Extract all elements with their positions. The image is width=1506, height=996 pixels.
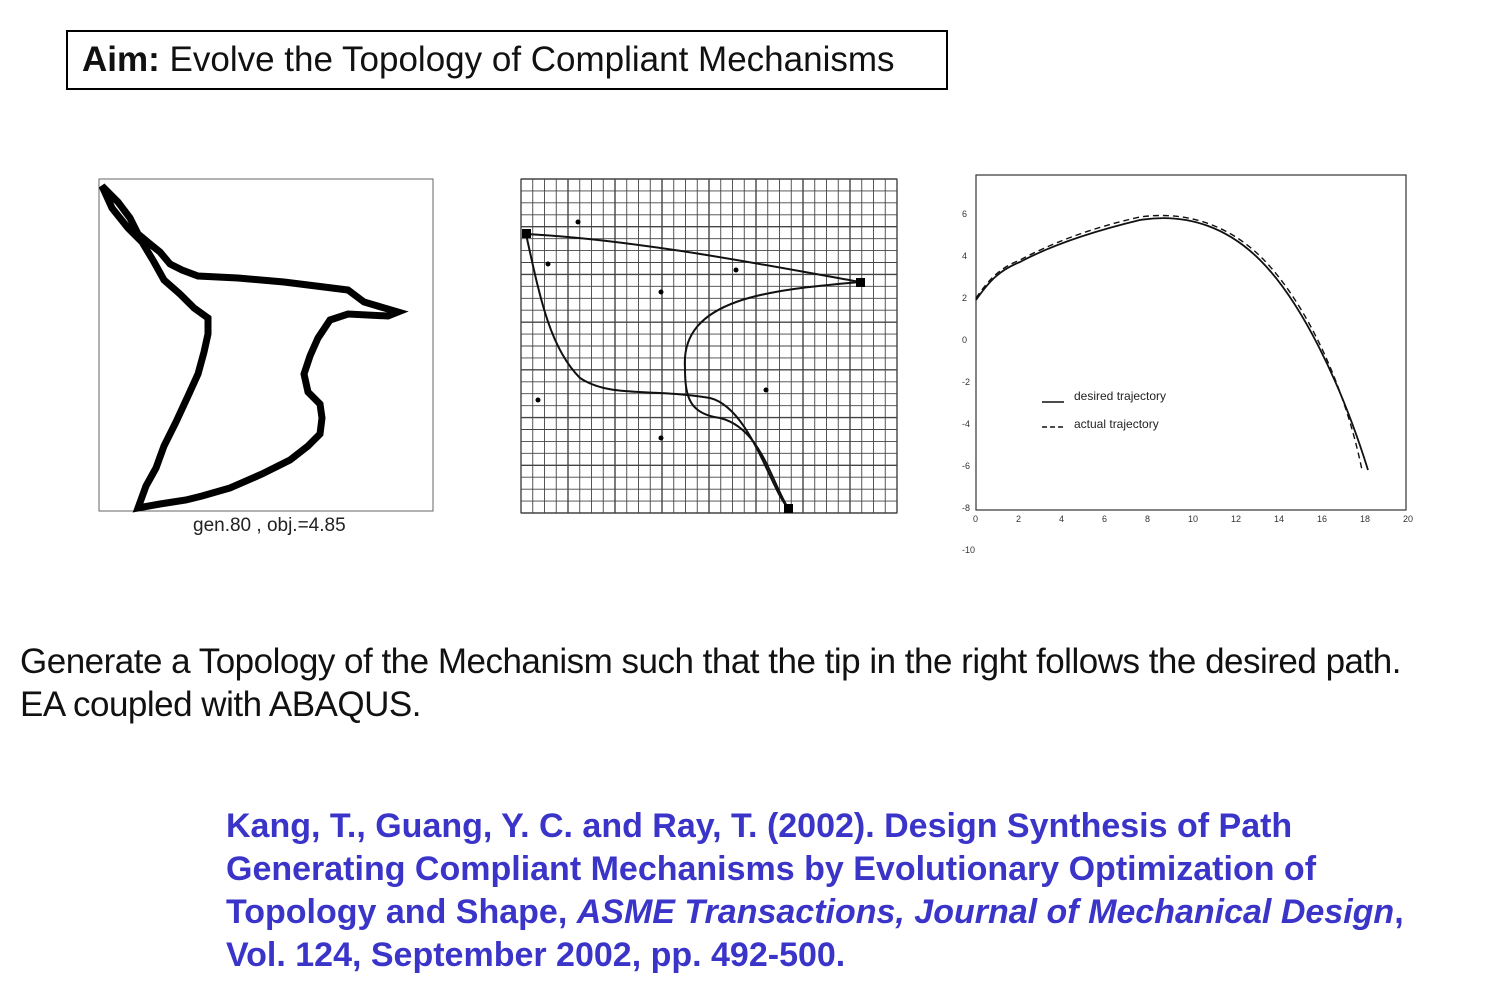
x-tick-label: 14: [1274, 514, 1285, 524]
aim-text: Evolve the Topology of Compliant Mechanisms: [159, 40, 895, 79]
figure-caption: gen.80 , obj.=4.85: [193, 515, 346, 536]
y-tick-label: -10: [962, 545, 976, 555]
y-tick-label: -6: [962, 461, 971, 471]
legend-actual: actual trajectory: [1074, 417, 1159, 431]
reference-authors-title: Kang, T., Guang, Y. C. and Ray, T. (2002). Design Synthesis of Path Generating Compliant Mechanisms by Evolutionary Optimization of Topology and Shape,: [226, 807, 1317, 931]
legend-desired: desired trajectory: [1074, 389, 1167, 403]
reference-volume-pages: , Vol. 124, September 2002, pp. 492-500.: [226, 893, 1404, 974]
x-tick-label: 18: [1360, 514, 1371, 524]
reference-citation: [226, 805, 1406, 977]
x-tick-label: 6: [1102, 514, 1108, 524]
x-tick-label: 20: [1403, 514, 1414, 524]
y-tick-label: 6: [962, 209, 968, 219]
reference-journal: ASME Transactions, Journal of Mechanical Design: [576, 893, 1395, 931]
y-tick-label: 0: [962, 335, 968, 345]
x-tick-label: 0: [973, 514, 979, 524]
trajectory-figure: [960, 170, 1420, 555]
y-tick-label: -2: [962, 377, 971, 387]
description: [20, 640, 1401, 726]
x-tick-label: 12: [1231, 514, 1242, 524]
y-tick-label: -4: [962, 419, 971, 429]
y-tick-label: 4: [962, 251, 968, 261]
x-tick-label: 8: [1145, 514, 1151, 524]
grid-mechanism-figure: [520, 178, 900, 516]
description-line-2: EA coupled with ABAQUS.: [20, 685, 421, 724]
x-tick-label: 2: [1016, 514, 1022, 524]
y-tick-label: -8: [962, 503, 971, 513]
x-tick-label: 16: [1317, 514, 1328, 524]
description-line-1: Generate a Topology of the Mechanism such that the tip in the right follows the desired path.: [20, 642, 1401, 681]
topology-figure: [98, 178, 436, 514]
y-tick-label: 2: [962, 293, 968, 303]
aim-label: Aim:: [82, 40, 160, 79]
aim-box: [66, 30, 948, 90]
x-tick-label: 4: [1059, 514, 1065, 524]
x-tick-label: 10: [1188, 514, 1199, 524]
